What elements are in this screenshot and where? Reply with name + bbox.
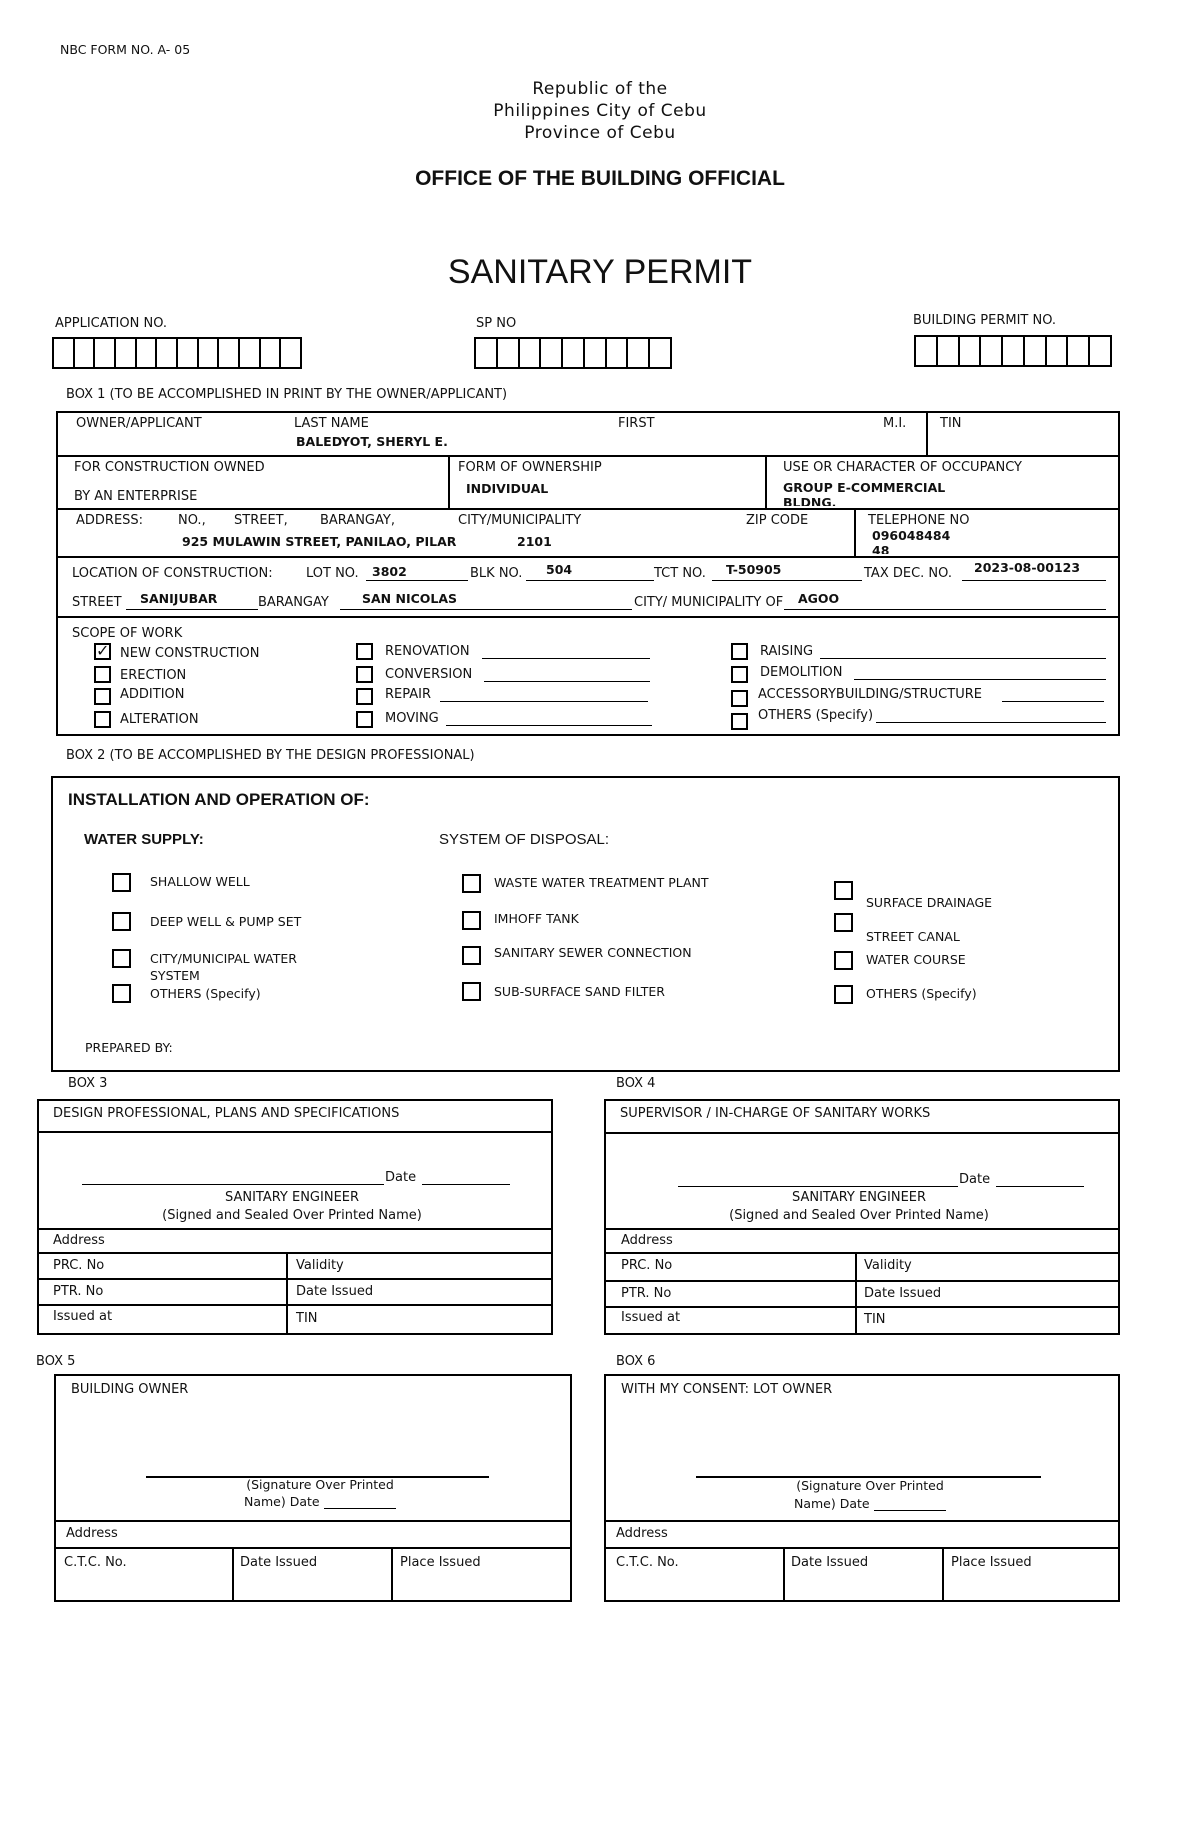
address-no-label: NO., xyxy=(178,513,206,528)
disposal-label-surface-drainage: SURFACE DRAINAGE xyxy=(866,895,993,910)
scope-label-addition: ADDITION xyxy=(120,687,185,702)
disposal-checkbox-wastewater-plant[interactable] xyxy=(462,874,481,893)
disposal-checkbox-water-course[interactable] xyxy=(834,951,853,970)
sp-no-label: SP NO xyxy=(476,316,517,331)
header-line-2: Philippines City of Cebu xyxy=(493,101,707,121)
street-value[interactable]: SANIJUBAR xyxy=(140,591,218,606)
box5-name-date-caption: Name) Date xyxy=(244,1494,320,1509)
lot-no-value[interactable]: 3802 xyxy=(372,564,407,579)
disposal-checkbox-surface-drainage[interactable] xyxy=(834,881,853,900)
box3-issued-at-label: Issued at xyxy=(53,1309,113,1324)
box3-date-issued-label: Date Issued xyxy=(296,1284,374,1299)
water-checkbox-others[interactable] xyxy=(112,984,131,1003)
telephone-label: TELEPHONE NO xyxy=(868,513,970,528)
scope-checkbox-addition[interactable] xyxy=(94,688,111,705)
scope-label-moving: MOVING xyxy=(385,711,439,726)
scope-label-new-construction: NEW CONSTRUCTION xyxy=(120,646,260,661)
scope-checkbox-erection[interactable] xyxy=(94,666,111,683)
scope-checkbox-alteration[interactable] xyxy=(94,711,111,728)
application-no-label: APPLICATION NO. xyxy=(55,316,168,331)
box1-heading: BOX 1 (TO BE ACCOMPLISHED IN PRINT BY THE OWNER/APPLICANT) xyxy=(66,387,508,402)
scope-label-accessory-building: ACCESSORYBUILDING/STRUCTURE xyxy=(758,687,982,702)
ownership-label: FORM OF OWNERSHIP xyxy=(458,460,602,475)
box5-date-issued-label: Date Issued xyxy=(240,1555,318,1570)
box3-label: BOX 3 xyxy=(68,1076,108,1091)
scope-label-others: OTHERS (Specify) xyxy=(758,708,874,723)
box6-address-label: Address xyxy=(616,1526,668,1541)
disposal-checkbox-sewer-connection[interactable] xyxy=(462,946,481,965)
disposal-label-others: OTHERS (Specify) xyxy=(866,986,977,1001)
scope-label-demolition: DEMOLITION xyxy=(760,665,843,680)
box3-validity-label: Validity xyxy=(296,1258,344,1273)
scope-checkbox-demolition[interactable] xyxy=(731,666,748,683)
tct-no-value[interactable]: T-50905 xyxy=(726,562,782,577)
box3-date-label: Date xyxy=(385,1170,417,1185)
scope-label-renovation: RENOVATION xyxy=(385,644,470,659)
box6-name-date-caption: Name) Date xyxy=(794,1496,870,1511)
box6-heading: WITH MY CONSENT: LOT OWNER xyxy=(621,1382,833,1397)
water-checkbox-city-water[interactable] xyxy=(112,949,131,968)
water-label-shallow-well: SHALLOW WELL xyxy=(150,874,250,889)
box5-signature-caption: (Signature Over Printed xyxy=(246,1477,394,1492)
address-label: ADDRESS: xyxy=(76,513,144,528)
tax-dec-label: TAX DEC. NO. xyxy=(864,566,952,581)
box4-date-issued-label: Date Issued xyxy=(864,1286,942,1301)
first-name-label: FIRST xyxy=(618,416,655,431)
box6-date-issued-label: Date Issued xyxy=(791,1555,869,1570)
scope-checkbox-others[interactable] xyxy=(731,713,748,730)
office-title: OFFICE OF THE BUILDING OFFICIAL xyxy=(415,167,785,190)
enterprise-label: BY AN ENTERPRISE xyxy=(74,489,198,504)
ownership-value[interactable]: INDIVIDUAL xyxy=(466,481,549,496)
building-permit-no-field[interactable] xyxy=(914,335,1112,367)
header-line-3: Province of Cebu xyxy=(524,123,676,143)
disposal-label-sewer-connection: SANITARY SEWER CONNECTION xyxy=(494,945,692,960)
disposal-label-water-course: WATER COURSE xyxy=(866,952,966,967)
installation-label: INSTALLATION AND OPERATION OF: xyxy=(68,790,370,809)
water-label-others: OTHERS (Specify) xyxy=(150,986,261,1001)
disposal-label-imhoff-tank: IMHOFF TANK xyxy=(494,911,579,926)
system-of-disposal-label: SYSTEM OF DISPOSAL: xyxy=(439,831,610,848)
address-street-label: STREET, xyxy=(234,513,288,528)
last-name-label: LAST NAME xyxy=(294,416,369,431)
box4-role: SANITARY ENGINEER xyxy=(791,1190,927,1205)
telephone-value[interactable]: 09604848448 xyxy=(872,528,951,554)
box4-tin-label: TIN xyxy=(864,1312,886,1327)
disposal-checkbox-imhoff-tank[interactable] xyxy=(462,911,481,930)
owner-label: OWNER/APPLICANT xyxy=(76,416,202,431)
scope-label-erection: ERECTION xyxy=(120,668,187,683)
box4-validity-label: Validity xyxy=(864,1258,912,1273)
scope-checkbox-new-construction[interactable] xyxy=(94,643,111,660)
zip-label: ZIP CODE xyxy=(746,513,809,528)
tin-label: TIN xyxy=(940,416,962,431)
scope-checkbox-raising[interactable] xyxy=(731,643,748,660)
disposal-checkbox-sand-filter[interactable] xyxy=(462,982,481,1001)
box4-heading: SUPERVISOR / IN-CHARGE OF SANITARY WORKS xyxy=(620,1106,931,1121)
box4-address-label: Address xyxy=(621,1233,673,1248)
page-title: SANITARY PERMIT xyxy=(447,253,753,291)
scope-of-work-label: SCOPE OF WORK xyxy=(72,626,183,641)
box4-signed: (Signed and Sealed Over Printed Name) xyxy=(729,1208,989,1223)
tct-no-label: TCT NO. xyxy=(654,566,706,581)
box3-heading: DESIGN PROFESSIONAL, PLANS AND SPECIFICATIONS xyxy=(53,1106,400,1121)
disposal-checkbox-others[interactable] xyxy=(834,985,853,1004)
scope-label-conversion: CONVERSION xyxy=(385,667,473,682)
box5-address-label: Address xyxy=(66,1526,118,1541)
city-municipality-value[interactable]: AGOO xyxy=(798,591,840,606)
owner-value[interactable]: BALEDYOT, SHERYL E. xyxy=(296,434,448,449)
prepared-by-label: PREPARED BY: xyxy=(85,1040,173,1055)
box4-prc-label: PRC. No xyxy=(621,1258,673,1273)
construction-owned-label: FOR CONSTRUCTION OWNED xyxy=(74,460,265,475)
water-supply-label: WATER SUPPLY: xyxy=(84,831,204,848)
blk-no-value[interactable]: 504 xyxy=(546,562,573,577)
box4-label: BOX 4 xyxy=(616,1076,656,1091)
disposal-label-street-canal: STREET CANAL xyxy=(866,929,960,944)
water-label-deep-well: DEEP WELL & PUMP SET xyxy=(150,914,302,929)
scope-label-alteration: ALTERATION xyxy=(120,712,199,727)
mi-label: M.I. xyxy=(883,416,907,431)
box6-signature-caption: (Signature Over Printed xyxy=(796,1478,944,1493)
box3-role: SANITARY ENGINEER xyxy=(224,1190,360,1205)
box6-label: BOX 6 xyxy=(616,1354,656,1369)
address-city-label: CITY/MUNICIPALITY xyxy=(458,513,582,528)
occupancy-label: USE OR CHARACTER OF OCCUPANCY xyxy=(783,460,1022,475)
box4-ptr-label: PTR. No xyxy=(621,1286,672,1301)
occupancy-value[interactable]: GROUP E-COMMERCIAL BLDNG. xyxy=(783,480,946,506)
building-permit-no-label: BUILDING PERMIT NO. xyxy=(913,313,1057,328)
water-checkbox-deep-well[interactable] xyxy=(112,912,131,931)
scope-label-raising: RAISING xyxy=(760,644,814,659)
scope-checkbox-conversion[interactable] xyxy=(356,666,373,683)
application-no-field[interactable] xyxy=(52,337,302,369)
box3-prc-label: PRC. No xyxy=(53,1258,105,1273)
scope-checkbox-repair[interactable] xyxy=(356,688,373,705)
box3-signed: (Signed and Sealed Over Printed Name) xyxy=(162,1208,422,1223)
disposal-label-wastewater-plant: WASTE WATER TREATMENT PLANT xyxy=(494,875,709,890)
address-value[interactable]: 925 MULAWIN STREET, PANILAO, PILAR xyxy=(182,534,457,549)
water-label-city-water: CITY/MUNICIPAL WATER SYSTEM xyxy=(150,951,297,983)
box5-place-issued-label: Place Issued xyxy=(400,1555,481,1570)
box6-ctc-label: C.T.C. No. xyxy=(616,1555,679,1570)
box3-tin-label: TIN xyxy=(296,1311,318,1326)
barangay-label: BARANGAY xyxy=(258,595,329,610)
disposal-label-sand-filter: SUB-SURFACE SAND FILTER xyxy=(494,984,665,999)
tax-dec-value[interactable]: 2023-08-00123 xyxy=(974,560,1081,575)
scope-checkbox-moving[interactable] xyxy=(356,711,373,728)
scope-checkbox-renovation[interactable] xyxy=(356,643,373,660)
box5-ctc-label: C.T.C. No. xyxy=(64,1555,127,1570)
box4-issued-at-label: Issued at xyxy=(621,1310,681,1325)
address-barangay-label: BARANGAY, xyxy=(320,513,395,528)
sp-no-field[interactable] xyxy=(474,337,672,369)
city-municipality-label: CITY/ MUNICIPALITY OF xyxy=(634,595,784,610)
form-number: NBC FORM NO. A- 05 xyxy=(60,42,191,57)
water-checkbox-shallow-well[interactable] xyxy=(112,873,131,892)
header-line-1: Republic of the xyxy=(532,79,668,99)
disposal-checkbox-street-canal[interactable] xyxy=(834,913,853,932)
scope-checkbox-accessory-building[interactable] xyxy=(731,690,748,707)
box6-place-issued-label: Place Issued xyxy=(951,1555,1032,1570)
blk-no-label: BLK NO. xyxy=(470,566,523,581)
box3-ptr-label: PTR. No xyxy=(53,1284,104,1299)
box5-heading: BUILDING OWNER xyxy=(71,1382,189,1397)
lot-no-label: LOT NO. xyxy=(306,566,359,581)
box2-heading: BOX 2 (TO BE ACCOMPLISHED BY THE DESIGN PROFESSIONAL) xyxy=(66,748,475,763)
location-label: LOCATION OF CONSTRUCTION: xyxy=(72,566,273,581)
barangay-value[interactable]: SAN NICOLAS xyxy=(362,591,458,606)
box5-label: BOX 5 xyxy=(36,1354,76,1369)
scope-label-repair: REPAIR xyxy=(385,687,432,702)
box3-address-label: Address xyxy=(53,1233,105,1248)
zip-value[interactable]: 2101 xyxy=(517,534,552,549)
box4-date-label: Date xyxy=(959,1172,991,1187)
street-label: STREET xyxy=(72,595,122,610)
